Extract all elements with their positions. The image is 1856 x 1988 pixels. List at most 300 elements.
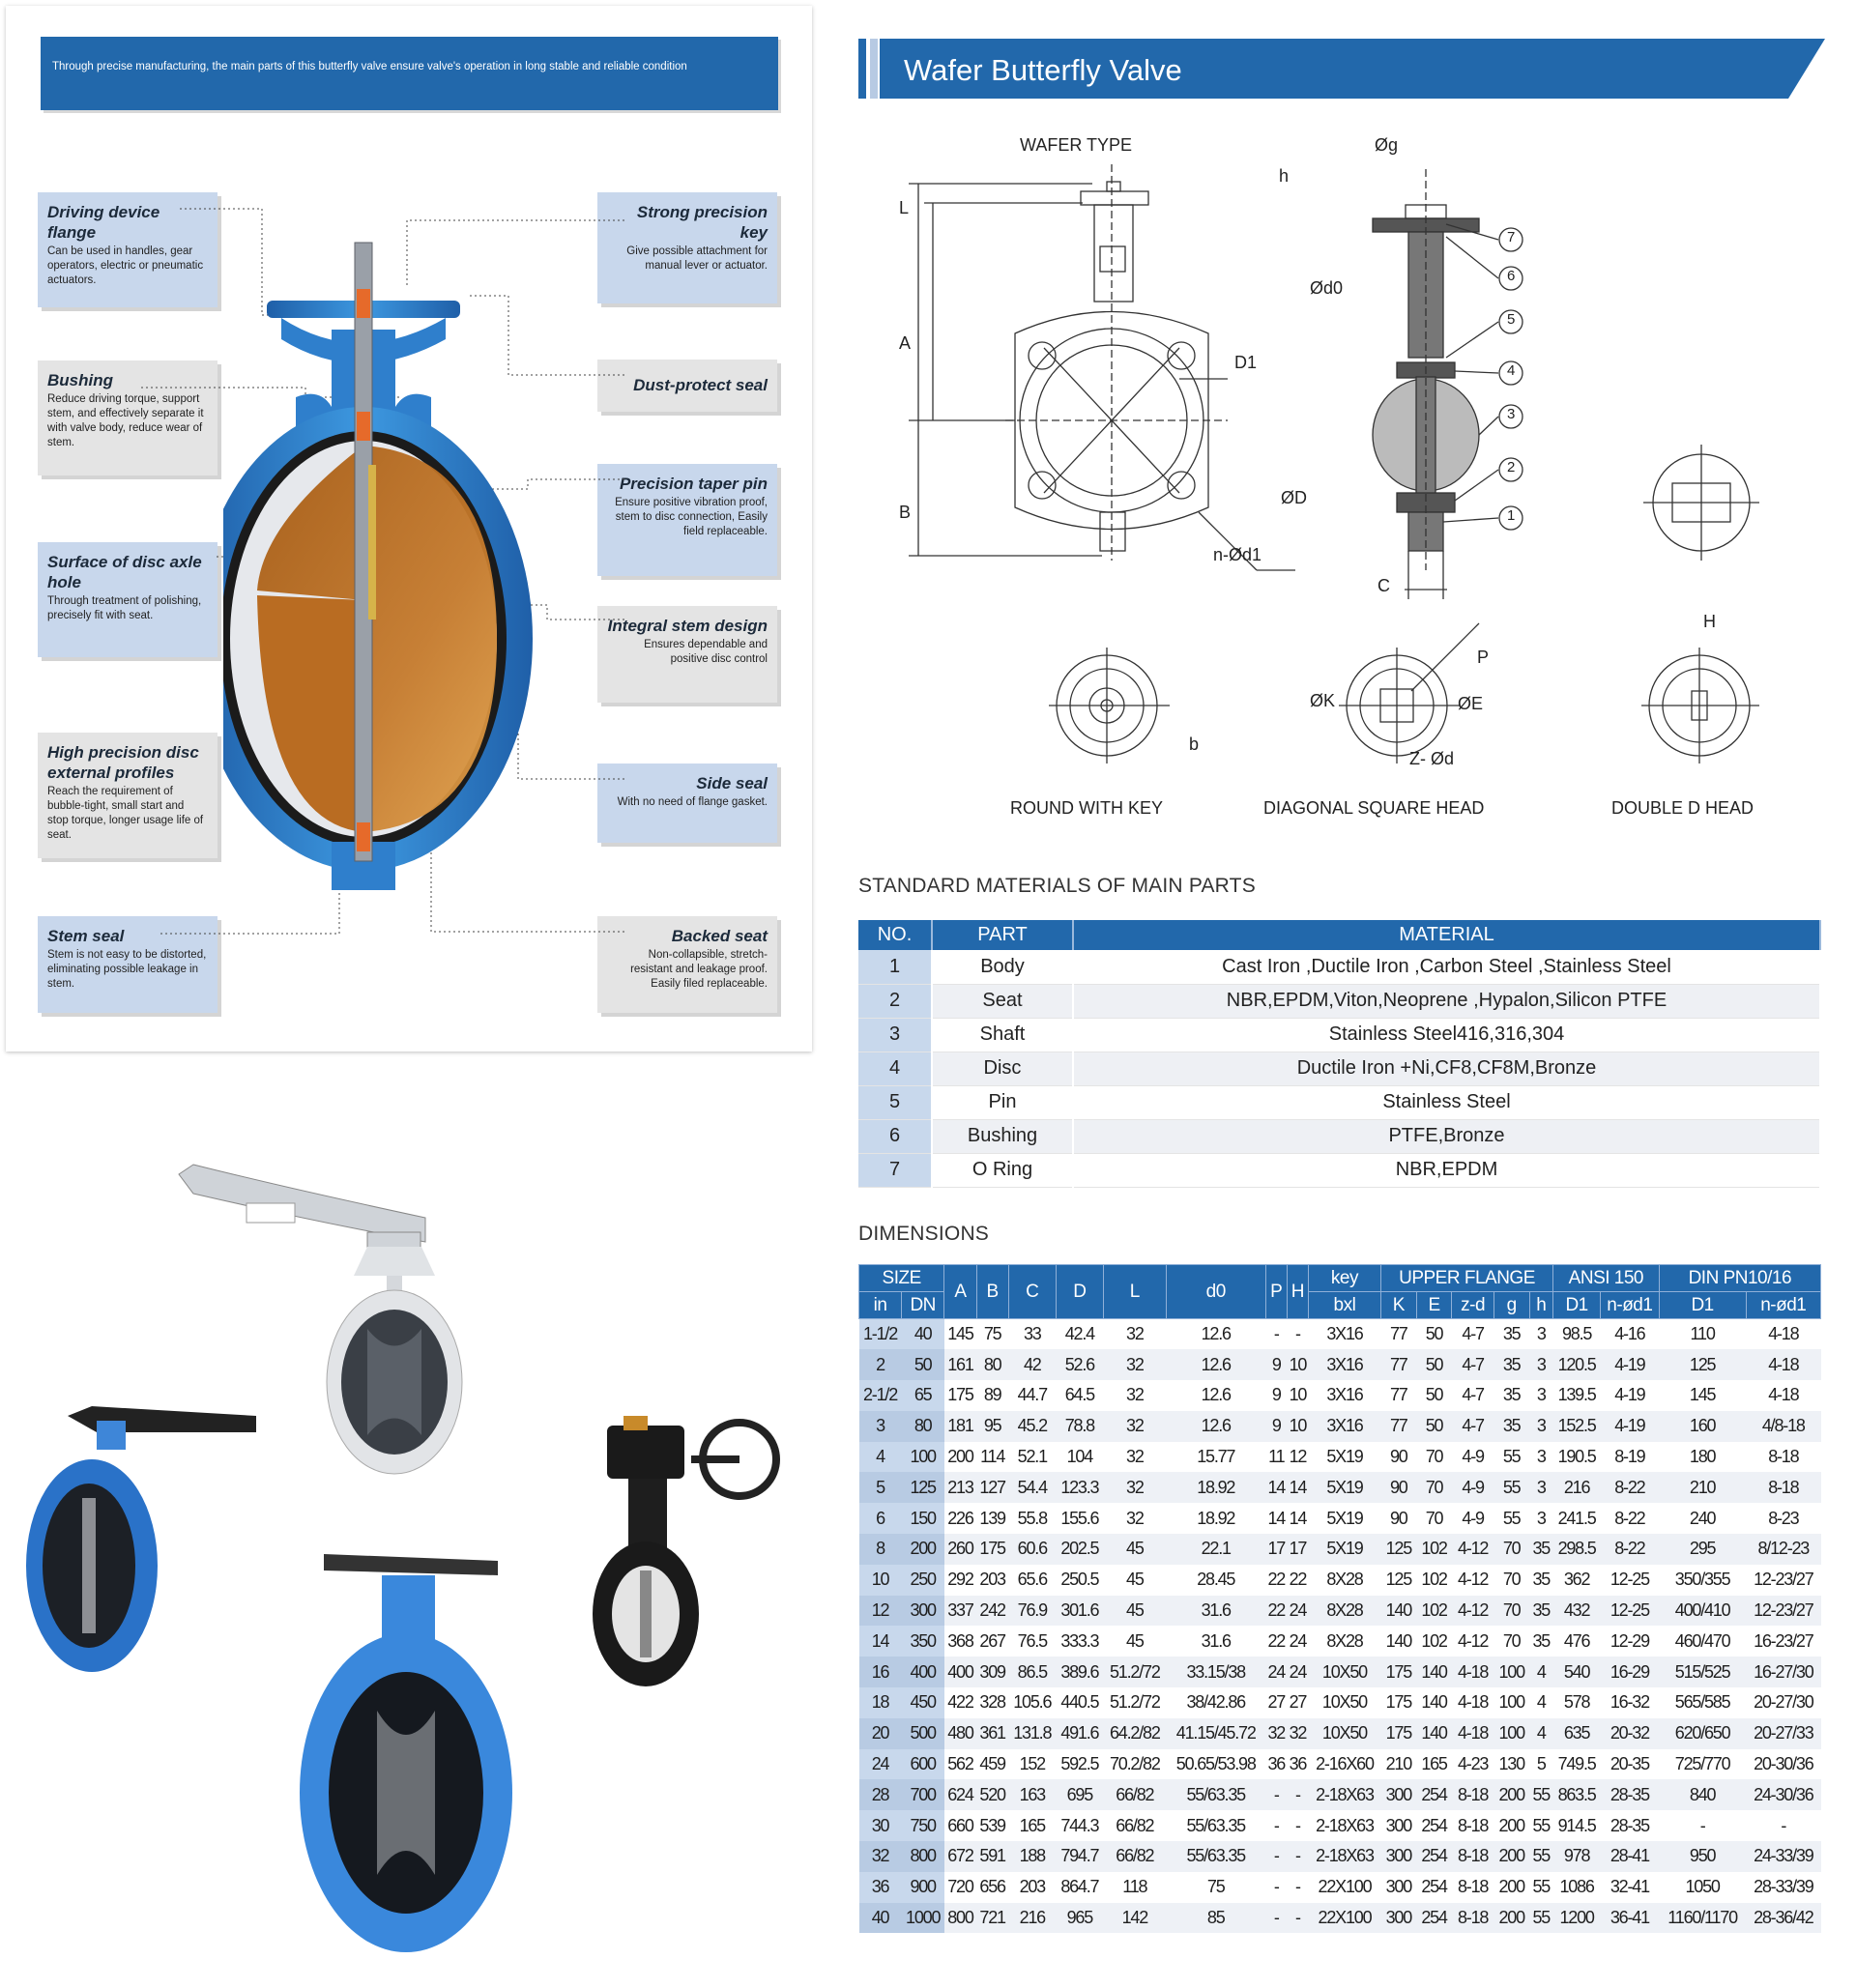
part-number-3: 3 [1507, 406, 1516, 422]
dimensions-cell: 8-18 [1768, 1447, 1799, 1467]
dimensions-cell: 24-33/39 [1746, 1841, 1820, 1872]
label-double-d-head: DOUBLE D HEAD [1611, 798, 1754, 818]
dimensions-row [859, 1503, 1821, 1534]
label-dim-h: h [1279, 166, 1290, 186]
callout-taper-pin [597, 464, 777, 576]
dimensions-cell: 3 [1529, 1472, 1553, 1503]
dimensions-row [859, 1687, 1821, 1718]
dimensions-cell: 328 [979, 1692, 1005, 1713]
dimensions-cell: 10 [859, 1565, 902, 1596]
materials-header-material: MATERIAL [1073, 920, 1820, 950]
dimensions-cell: 4-12 [1452, 1596, 1494, 1627]
dimensions-section-title: DIMENSIONS [858, 1223, 990, 1245]
dim-header-A: A [944, 1265, 976, 1319]
dimensions-row [859, 1442, 1821, 1473]
dimensions-cell: 77 [1380, 1411, 1416, 1442]
dimensions-cell: 476 [1563, 1630, 1590, 1651]
dimensions-cell: 254 [1421, 1815, 1447, 1835]
dimensions-cell: 120.5 [1553, 1349, 1601, 1380]
materials-header-no: NO. [858, 920, 932, 950]
callout-desc: Reach the requirement of bubble-tight, small start and stop torque, longer usage life of seat. [47, 786, 204, 841]
dimensions-cell: 950 [1659, 1841, 1746, 1872]
dimensions-cell: 125 [1659, 1349, 1746, 1380]
dimensions-cell: 28.45 [1197, 1570, 1235, 1590]
dimensions-cell: - [1265, 1779, 1287, 1810]
dimensions-cell: 125 [902, 1472, 944, 1503]
dim-header-L: L [1103, 1265, 1166, 1319]
dimensions-cell: 28-35 [1610, 1815, 1649, 1835]
dimensions-cell: 3 [859, 1411, 902, 1442]
dimensions-cell: 32-41 [1610, 1877, 1649, 1897]
dimensions-cell: - [1265, 1903, 1287, 1934]
dimensions-cell: 24 [859, 1749, 902, 1780]
dimensions-cell: 175 [947, 1385, 973, 1405]
dim-header-din: DIN PN10/16 [1659, 1265, 1820, 1292]
dimensions-row [859, 1810, 1821, 1841]
dimensions-cell: 250 [902, 1565, 944, 1596]
dimensions-cell: 70 [1416, 1472, 1452, 1503]
dimensions-cell: 12-25 [1610, 1570, 1649, 1590]
dimensions-cell: 24 [1265, 1657, 1287, 1687]
dimensions-row [859, 1718, 1821, 1749]
dimensions-cell: 978 [1553, 1841, 1601, 1872]
dimensions-cell: 440.5 [1060, 1692, 1099, 1713]
dimensions-cell: 4-12 [1457, 1570, 1489, 1590]
dimensions-cell: 70 [1502, 1570, 1521, 1590]
dimensions-cell: 22.1 [1166, 1534, 1265, 1565]
dimensions-cell: 66/82 [1103, 1841, 1166, 1872]
dimensions-cell: 125 [1385, 1570, 1412, 1590]
materials-material-cell: Cast Iron ,Ductile Iron ,Carbon Steel ,Stainless Steel [1073, 950, 1820, 984]
dimensions-cell: 104 [1066, 1447, 1093, 1467]
dimensions-cell: 36-41 [1601, 1903, 1659, 1934]
dimensions-cell: 12 [1289, 1447, 1307, 1467]
dimensions-cell: 8-18 [1452, 1841, 1494, 1872]
dimensions-cell: 4-7 [1462, 1324, 1484, 1344]
callout-dust-protect-seal [597, 360, 777, 412]
dimensions-cell: 14 [1287, 1472, 1308, 1503]
dimensions-cell: 70 [1425, 1508, 1443, 1528]
dimensions-row [859, 1349, 1821, 1380]
dimensions-cell: 9 [1265, 1349, 1287, 1380]
dimensions-cell: 165 [1421, 1754, 1447, 1774]
dim-subheader-cell: h [1529, 1292, 1553, 1319]
dimensions-cell: 4-9 [1452, 1472, 1494, 1503]
dimensions-cell: 20-27/30 [1754, 1692, 1813, 1713]
label-dim-zd: Z- Ød [1409, 749, 1455, 768]
callout-disc-axle-hole [38, 542, 218, 657]
callout-desc: Give possible attachment for manual lever or actuator. [626, 245, 768, 272]
dim-header-key: key [1308, 1265, 1380, 1292]
materials-row [858, 1052, 1820, 1085]
dimensions-cell: 200 [902, 1534, 944, 1565]
label-dim-C: C [1378, 576, 1390, 595]
valve-photo-blue-large [300, 1554, 512, 1952]
dimensions-cell: 3 [1529, 1411, 1553, 1442]
callout-desc: Reduce driving torque, support stem, and effectively separate it with valve body, reduce wear of stem. [47, 393, 204, 448]
dimensions-cell: 10X50 [1308, 1718, 1380, 1749]
dimensions-cell: 539 [979, 1815, 1005, 1835]
dimensions-cell: 45 [1126, 1570, 1144, 1590]
dimensions-cell: 64.5 [1064, 1385, 1094, 1405]
dimensions-cell: 31.6 [1166, 1596, 1265, 1627]
dimensions-cell: 161 [944, 1349, 976, 1380]
dimensions-cell: 267 [979, 1630, 1005, 1651]
callout-title: Surface of disc axle hole [47, 553, 202, 591]
dimensions-cell: 32 [1126, 1508, 1144, 1528]
dimensions-cell: 3X16 [1326, 1385, 1363, 1405]
dimensions-cell: 203 [1019, 1877, 1045, 1897]
dimensions-cell: 127 [976, 1472, 1008, 1503]
dimensions-cell: 36 [1289, 1754, 1307, 1774]
dimensions-cell: 32 [1103, 1349, 1166, 1380]
dimensions-cell: 45 [1103, 1534, 1166, 1565]
dimensions-cell: 8-22 [1601, 1534, 1659, 1565]
dimensions-cell: 11 [1268, 1447, 1285, 1467]
dimensions-cell: 155.6 [1060, 1508, 1099, 1528]
dimensions-cell: 200 [947, 1447, 973, 1467]
dimensions-cell: 333.3 [1060, 1630, 1099, 1651]
dimensions-cell: 95 [976, 1411, 1008, 1442]
label-dim-D: ØD [1281, 488, 1307, 507]
dimensions-cell: 254 [1421, 1877, 1447, 1897]
valve-photo-black-gear [593, 1416, 776, 1686]
dimensions-cell: 2-1/2 [859, 1380, 902, 1411]
dimensions-cell: - [1295, 1877, 1300, 1897]
dimensions-cell: 66/82 [1116, 1815, 1154, 1835]
callout-desc: Non-collapsible, stretch-resistant and leakage proof. Easily filed replaceable. [630, 949, 768, 990]
dimensions-cell: 18.92 [1197, 1508, 1235, 1528]
dimensions-cell: 114 [980, 1447, 1005, 1467]
dimensions-cell: 32 [859, 1841, 902, 1872]
callout-disc-profiles [38, 733, 218, 858]
dimensions-cell: 389.6 [1056, 1657, 1103, 1687]
dimensions-cell: 213 [944, 1472, 976, 1503]
dimensions-cell: 20-27/33 [1746, 1718, 1820, 1749]
dimensions-cell: 28-35 [1601, 1779, 1659, 1810]
dim-header-ansi: ANSI 150 [1553, 1265, 1660, 1292]
dimensions-cell: 35 [1532, 1570, 1551, 1590]
dimensions-cell: 5 [859, 1472, 902, 1503]
dimensions-cell: 620/650 [1659, 1718, 1746, 1749]
dimensions-cell: 10X50 [1321, 1692, 1367, 1713]
dimensions-cell: 1160/1170 [1659, 1903, 1746, 1934]
callout-title: High precision disc external profiles [47, 743, 199, 782]
dimensions-cell: 260 [944, 1534, 976, 1565]
dimensions-row [859, 1872, 1821, 1903]
dim-header-P: P [1265, 1265, 1287, 1319]
dimensions-cell: 520 [976, 1779, 1008, 1810]
dimensions-cell: 300 [1380, 1779, 1416, 1810]
label-round-with-key: ROUND WITH KEY [1010, 798, 1164, 818]
valve-photos-illustration [0, 1073, 812, 1988]
dimensions-cell: 35 [1502, 1385, 1521, 1405]
callout-title: Driving device flange [47, 203, 160, 242]
dimensions-cell: 5X19 [1308, 1472, 1380, 1503]
dimensions-cell: 700 [902, 1779, 944, 1810]
dimensions-cell: 12.6 [1201, 1385, 1231, 1405]
dimensions-cell: 80 [902, 1411, 944, 1442]
dimensions-cell: 5 [1536, 1754, 1546, 1774]
dimensions-cell: 8/12-23 [1746, 1534, 1820, 1565]
dimensions-row [859, 1903, 1821, 1934]
dim-header-D: D [1056, 1265, 1103, 1319]
dimensions-cell: 41.15/45.72 [1166, 1718, 1265, 1749]
dimensions-cell: 3X16 [1308, 1411, 1380, 1442]
materials-material-cell: PTFE,Bronze [1073, 1119, 1820, 1153]
dimensions-cell: 800 [944, 1903, 976, 1934]
dimensions-cell: 175 [976, 1534, 1008, 1565]
label-dim-P: P [1477, 648, 1490, 667]
dimensions-cell: 100 [902, 1442, 944, 1473]
part-number-7: 7 [1507, 229, 1516, 245]
dimensions-cell: 3 [1536, 1324, 1546, 1344]
dimensions-cell: 188 [1008, 1841, 1056, 1872]
dimensions-cell: 51.2/72 [1110, 1692, 1160, 1713]
dimensions-cell: 4-7 [1462, 1385, 1484, 1405]
valve-photo-blue-small [26, 1406, 256, 1672]
dimensions-cell: 480 [944, 1718, 976, 1749]
callout-title: Dust-protect seal [633, 376, 768, 394]
dimensions-cell: 3X16 [1326, 1324, 1363, 1344]
dimensions-row [859, 1565, 1821, 1596]
dimensions-cell: 8-18 [1452, 1779, 1494, 1810]
label-dim-d0: Ød0 [1310, 278, 1344, 298]
dim-subheader-cell: in [859, 1292, 902, 1319]
dimensions-cell: 3 [1529, 1349, 1553, 1380]
dimensions-cell: - [1287, 1841, 1308, 1872]
materials-material-cell: Stainless Steel [1073, 1085, 1820, 1119]
dimensions-cell: 660 [947, 1815, 973, 1835]
spec-sheet [851, 0, 1856, 1988]
dimensions-cell: 500 [902, 1718, 944, 1749]
dimensions-cell: 50 [902, 1349, 944, 1380]
dimensions-cell: 85 [1166, 1903, 1265, 1934]
dimensions-cell: 24 [1289, 1630, 1307, 1651]
dimensions-cell: 130 [1498, 1754, 1524, 1774]
dimensions-cell: 32 [1287, 1718, 1308, 1749]
dim-subheader-cell: n-ød1 [1746, 1292, 1820, 1319]
dimensions-cell: 749.5 [1557, 1754, 1596, 1774]
callout-precision-key [597, 192, 777, 303]
dimensions-cell: 30 [859, 1810, 902, 1841]
materials-material-cell: NBR,EPDM,Viton,Neoprene ,Hypalon,Silicon PTFE [1073, 984, 1820, 1018]
dimensions-cell: 27 [1289, 1692, 1307, 1713]
dimensions-cell: 4-19 [1601, 1349, 1659, 1380]
dimensions-cell: 16-29 [1601, 1657, 1659, 1687]
dimensions-cell: 250.5 [1060, 1570, 1099, 1590]
dimensions-cell: 131.8 [1008, 1718, 1056, 1749]
part-number-4: 4 [1507, 362, 1516, 379]
dimensions-cell: - [1273, 1324, 1279, 1344]
dimensions-cell: 22 [1289, 1570, 1307, 1590]
dimensions-cell: 70 [1425, 1447, 1443, 1467]
dimensions-cell: 86.5 [1008, 1657, 1056, 1687]
dimensions-cell: 20 [859, 1718, 902, 1749]
dimensions-cell: 77 [1389, 1324, 1407, 1344]
dimensions-cell: 118 [1122, 1877, 1147, 1897]
materials-part-cell: Disc [932, 1052, 1073, 1085]
dimensions-cell: 578 [1563, 1692, 1590, 1713]
dimensions-cell: 4/8-18 [1746, 1411, 1820, 1442]
dimensions-cell: - [1287, 1779, 1308, 1810]
callout-title: Stem seal [47, 927, 125, 945]
dimensions-cell: 3X16 [1308, 1349, 1380, 1380]
dimensions-cell: 55/63.35 [1166, 1779, 1265, 1810]
dimensions-cell: 4 [1536, 1692, 1546, 1713]
dimensions-cell: 42 [1008, 1349, 1056, 1380]
dimensions-cell: 4-12 [1452, 1534, 1494, 1565]
dimensions-cell: 14 [859, 1626, 902, 1657]
dimensions-cell: 750 [902, 1810, 944, 1841]
dimensions-cell: 44.7 [1017, 1385, 1047, 1405]
dimensions-cell: 300 [1380, 1841, 1416, 1872]
dimensions-cell: 140 [1416, 1718, 1452, 1749]
dimensions-cell: 20-30/36 [1754, 1754, 1813, 1774]
label-dim-D1: D1 [1234, 353, 1258, 372]
dimensions-cell: 300 [1385, 1877, 1412, 1897]
materials-section-title: STANDARD MATERIALS OF MAIN PARTS [858, 875, 1256, 897]
dimensions-cell: 3 [1536, 1385, 1546, 1405]
dimensions-cell: 90 [1389, 1447, 1407, 1467]
dimensions-cell: 301.6 [1056, 1596, 1103, 1627]
dim-subheader-cell: E [1416, 1292, 1452, 1319]
callout-title: Precision taper pin [619, 475, 768, 493]
materials-material-cell: NBR,EPDM [1073, 1153, 1820, 1187]
materials-no-cell: 3 [858, 1018, 932, 1052]
dimensions-cell: 216 [1553, 1472, 1601, 1503]
dimensions-row [859, 1779, 1821, 1810]
dimensions-cell: 110 [1690, 1324, 1715, 1344]
dimensions-cell: 10 [1287, 1411, 1308, 1442]
dimensions-cell: 254 [1416, 1779, 1452, 1810]
dimensions-cell: 175 [1380, 1657, 1416, 1687]
dimensions-cell: 592.5 [1060, 1754, 1099, 1774]
dimensions-cell: 55/63.35 [1186, 1815, 1245, 1835]
dimensions-cell: 254 [1416, 1841, 1452, 1872]
dimensions-cell: - [1699, 1815, 1705, 1835]
dimensions-cell: 515/525 [1659, 1657, 1746, 1687]
dimensions-cell: 368 [947, 1630, 973, 1651]
dimensions-cell: 38/42.86 [1186, 1692, 1245, 1713]
part-number-1: 1 [1507, 507, 1516, 524]
dimensions-cell: 4-18 [1746, 1349, 1820, 1380]
label-diagonal-square-head: DIAGONAL SQUARE HEAD [1263, 798, 1485, 818]
dimensions-cell: 40 [902, 1319, 944, 1350]
dimensions-cell: 55 [1529, 1779, 1553, 1810]
materials-material-cell: Stainless Steel416,316,304 [1073, 1018, 1820, 1052]
dimensions-cell: 76.9 [1008, 1596, 1056, 1627]
dimensions-cell: 70.2/82 [1110, 1754, 1160, 1774]
callout-title: Side seal [696, 774, 768, 792]
dimensions-cell: 45 [1126, 1630, 1144, 1651]
dimensions-cell: 3 [1536, 1508, 1546, 1528]
materials-header-part: PART [932, 920, 1073, 950]
dimensions-cell: 1-1/2 [859, 1319, 902, 1350]
dimensions-cell: 140 [1421, 1692, 1447, 1713]
dimensions-cell: 55 [1532, 1815, 1551, 1835]
dimensions-cell: 254 [1416, 1903, 1452, 1934]
materials-material-cell: Ductile Iron +Ni,CF8,CF8M,Bronze [1073, 1052, 1820, 1085]
dimensions-cell: 300 [902, 1596, 944, 1627]
dimensions-cell: - [1273, 1815, 1279, 1835]
dimensions-cell: 24 [1287, 1596, 1308, 1627]
dimensions-cell: 45 [1103, 1596, 1166, 1627]
dimensions-cell: 720 [947, 1877, 973, 1897]
dimensions-cell: 16 [859, 1657, 902, 1687]
callout-desc: Through treatment of polishing, precisely fit with seat. [47, 595, 202, 621]
dimensions-cell: 5X19 [1308, 1534, 1380, 1565]
dimensions-cell: 4-7 [1452, 1411, 1494, 1442]
dimensions-cell: 180 [1689, 1447, 1716, 1467]
dimensions-cell: 491.6 [1056, 1718, 1103, 1749]
dimensions-cell: 900 [902, 1872, 944, 1903]
dimensions-cell: 55 [1494, 1472, 1529, 1503]
dimensions-cell: 242 [976, 1596, 1008, 1627]
dimensions-cell: 721 [976, 1903, 1008, 1934]
dimensions-cell: 1000 [902, 1903, 944, 1934]
dim-subheader-cell: DN [902, 1292, 944, 1319]
part-number-2: 2 [1507, 459, 1516, 475]
dimensions-cell: 32 [1126, 1324, 1144, 1344]
dimensions-cell: - [1265, 1841, 1287, 1872]
callout-desc: Ensures dependable and positive disc control [644, 639, 768, 665]
dimensions-cell: 52.6 [1056, 1349, 1103, 1380]
materials-row [858, 984, 1820, 1018]
dimensions-cell: - [1287, 1903, 1308, 1934]
dimensions-cell: 80 [976, 1349, 1008, 1380]
dimensions-cell: 175 [1385, 1692, 1412, 1713]
dimensions-cell: 200 [1498, 1815, 1524, 1835]
dimensions-cell: 635 [1553, 1718, 1601, 1749]
dimensions-cell: 12 [859, 1596, 902, 1627]
dimensions-cell: 22 [1265, 1596, 1287, 1627]
callout-driving-device-flange [38, 192, 218, 307]
dimensions-cell: 70 [1494, 1596, 1529, 1627]
dimensions-cell: 28-36/42 [1746, 1903, 1820, 1934]
label-dim-b: b [1189, 735, 1200, 754]
callout-desc: With no need of flange gasket. [617, 796, 768, 808]
dimensions-cell: 42.4 [1064, 1324, 1094, 1344]
materials-part-cell: O Ring [932, 1153, 1073, 1187]
dimensions-cell: 4 [1529, 1718, 1553, 1749]
dimensions-cell: - [1781, 1815, 1786, 1835]
dimensions-cell: 295 [1659, 1534, 1746, 1565]
dimensions-cell: 562 [947, 1754, 973, 1774]
materials-row [858, 1085, 1820, 1119]
materials-no-cell: 6 [858, 1119, 932, 1153]
dimensions-cell: 24-30/36 [1746, 1779, 1820, 1810]
dimensions-cell: 8X28 [1326, 1570, 1363, 1590]
callout-integral-stem [597, 606, 777, 703]
dimensions-cell: 51.2/72 [1103, 1657, 1166, 1687]
dimensions-cell: 9 [1271, 1385, 1281, 1405]
dimensions-cell: 12-23/27 [1746, 1596, 1820, 1627]
callout-title: Backed seat [671, 927, 768, 945]
dimensions-cell: 298.5 [1553, 1534, 1601, 1565]
dimensions-cell: 90 [1389, 1508, 1407, 1528]
materials-row [858, 1153, 1820, 1187]
dimensions-cell: 55/63.35 [1166, 1841, 1265, 1872]
label-dim-B: B [899, 503, 912, 522]
dimensions-cell: 725/770 [1674, 1754, 1730, 1774]
dimensions-cell: 400 [944, 1657, 976, 1687]
callout-desc: Ensure positive vibration proof, stem to disc connection, Easily field replaceable. [615, 497, 768, 537]
dimensions-cell: 8-19 [1614, 1447, 1645, 1467]
dimensions-cell: 165 [1019, 1815, 1045, 1835]
dimensions-cell: 600 [902, 1749, 944, 1780]
dimensions-cell: 76.5 [1017, 1630, 1047, 1651]
